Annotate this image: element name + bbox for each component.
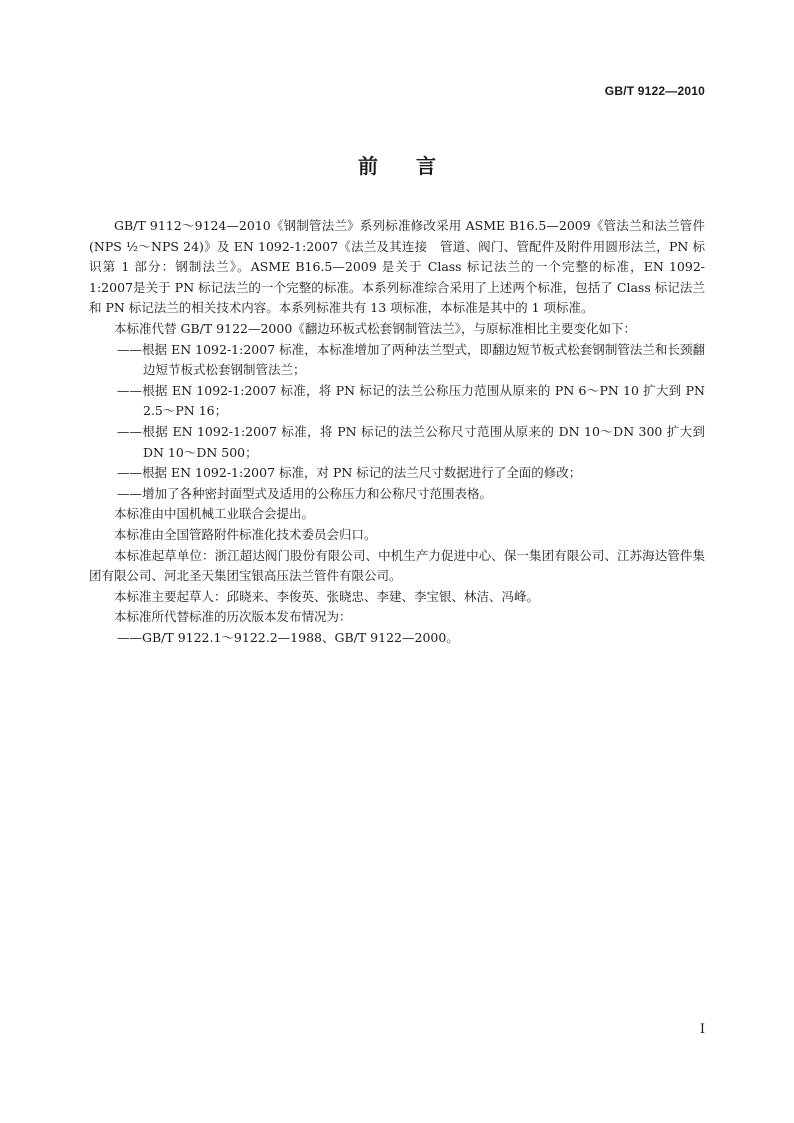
change-item-text: 根据 EN 1092-1:2007 标准，将 PN 标记的法兰公称尺寸范围从原来的 DN 10～DN 300 扩大到 DN 10～DN 500； xyxy=(142,423,705,460)
foreword-paragraph-drafters: 本标准主要起草人：邱晓来、李俊英、张晓忠、李建、李宝银、林洁、冯峰。 xyxy=(114,588,540,604)
foreword-paragraph-replacement: 本标准代替 GB/T 9122—2000《翻边环板式松套钢制管法兰》，与原标准相比主要变化如下： xyxy=(114,320,637,336)
change-item-text: 根据 EN 1092-1:2007 标准，对 PN 标记的法兰尺寸数据进行了全面的修改； xyxy=(142,465,582,481)
dash-marker: —— xyxy=(117,382,142,398)
change-item-text: 根据 EN 1092-1:2007 标准，本标准增加了两种法兰型式，即翻边短节板式松套钢制管法兰和长颈翻边短节板式松套钢制管法兰； xyxy=(142,341,705,378)
foreword-paragraph-proposer: 本标准由中国机械工业联合会提出。 xyxy=(114,506,315,522)
foreword-paragraph-history: 本标准所代替标准的历次版本发布情况为： xyxy=(114,609,352,625)
dash-marker: —— xyxy=(117,423,142,439)
dash-marker: —— xyxy=(117,341,142,357)
foreword-paragraph-centralized: 本标准由全国管路附件标准化技术委员会归口。 xyxy=(114,526,377,542)
page-number: I xyxy=(699,1022,705,1037)
page-title: 前言 xyxy=(358,154,474,178)
change-item-text: 根据 EN 1092-1:2007 标准，将 PN 标记的法兰公称压力范围从原来的 PN 6～PN 10 扩大到 PN 2.5～PN 16； xyxy=(142,382,705,419)
change-item xyxy=(89,340,705,381)
history-item-text: GB/T 9122.1～9122.2—1988、GB/T 9122—2000。 xyxy=(142,629,459,645)
change-item xyxy=(89,484,705,505)
foreword-paragraph-drafting-units: 本标准起草单位：浙江超达阀门股份有限公司、中机生产力促进中心、保一集团有限公司、江苏海达管件集团有限公司、河北圣天集团宝银高压法兰管件有限公司。 xyxy=(89,547,705,584)
change-item xyxy=(89,381,705,422)
dash-marker: —— xyxy=(117,629,142,645)
foreword-paragraph-series: GB/T 9112～9124—2010《钢制管法兰》系列标准修改采用 ASME B16.5—2009《管法兰和法兰管件(NPS ½～NPS 24)》及 EN 1092-1:2007《法兰及其连接 管道、阀门、管配件及附件用圆形法兰，PN 标识第 1 部分：钢制法兰》。ASME B16.5—2009 是关于 Class 标记法兰的一个完整的标准，EN 1092-1:2007是关于 PN 标记法兰的一个完整的标准。本系列标准综合采用了上述两个标准，包括了 Class 标记法兰和 PN 标记法兰的相关技术内容。本系列标准共有 13 项标准，本标准是其中的 1 项标准。 xyxy=(89,218,705,316)
foreword-body xyxy=(89,216,705,648)
change-item xyxy=(89,422,705,463)
change-item xyxy=(89,463,705,484)
dash-marker: —— xyxy=(117,485,142,501)
change-item-text: 增加了各种密封面型式及适用的公称压力和公称尺寸范围表格。 xyxy=(142,485,493,501)
standard-code: GB/T 9122—2010 xyxy=(604,84,705,98)
dash-marker: —— xyxy=(117,465,142,481)
history-item xyxy=(89,628,705,649)
